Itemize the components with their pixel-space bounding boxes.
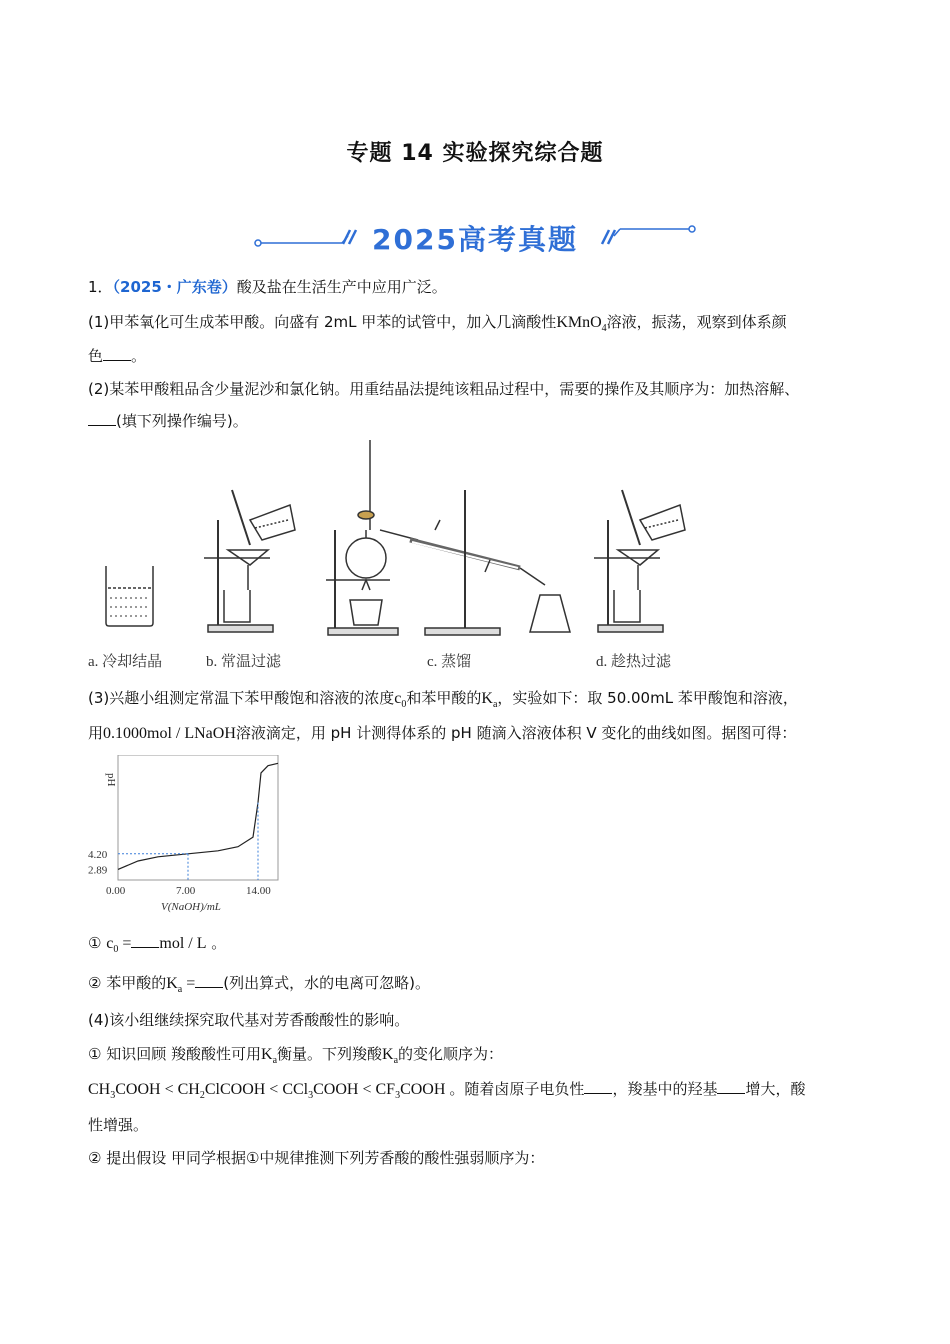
answer-blank[interactable]: [717, 1079, 745, 1094]
question-intro: 酸及盐在生活生产中应用广泛。: [236, 278, 447, 296]
distillation-c: [326, 440, 570, 635]
x-tick-label: 7.00: [176, 885, 196, 897]
part-3-text-3: ，实验如下：取 50.00mL 苯甲酸饱和溶液，: [497, 689, 798, 707]
part-1-line-1: [88, 311, 787, 340]
titration-chart: [86, 755, 286, 915]
part-4-text-b: 衡量。下列羧酸: [277, 1045, 383, 1063]
part-4-text-d2: ，羧基中的羟基: [612, 1080, 718, 1098]
plot-frame: [118, 755, 278, 880]
part-3-line-1: [88, 687, 798, 716]
part-1-line-2: [88, 345, 146, 367]
banner-title: 2025高考真题: [372, 223, 578, 256]
part-4-ka-2-base: K: [382, 1046, 394, 1063]
subq-2-ka: [166, 975, 196, 996]
acid-4-sub: 3: [395, 1090, 401, 1102]
kmno4-sub: 4: [601, 323, 607, 335]
acid-1-end: COOH: [115, 1081, 161, 1098]
part-4-ka-2: [382, 1046, 399, 1067]
less-than-3: <: [362, 1081, 372, 1098]
subq-2-ka-base: K: [166, 975, 178, 992]
answer-blank[interactable]: [88, 411, 116, 426]
acid-1-base: CH: [88, 1081, 111, 1098]
filtration-d: [594, 490, 685, 632]
part-1-text-a: (1)甲苯氧化可生成苯甲酸。向盛有 2mL 甲苯的试管中，加入几滴酸性: [88, 313, 557, 331]
question-1-header: [88, 276, 447, 298]
part-4-text-a: ① 知识回顾 羧酸酸性可用: [88, 1045, 261, 1063]
x-axis-label: V(NaOH)/mL: [161, 901, 221, 913]
subq-1-unit: mol / L: [159, 935, 207, 952]
acid-order-line: [88, 1078, 805, 1107]
ka-base: K: [481, 690, 493, 707]
subq-1-c0: [106, 935, 132, 956]
acid-4-base: CF: [375, 1081, 396, 1098]
part-4-intro: (4)该小组继续探究取代基对芳香酸酸性的影响。: [88, 1011, 410, 1029]
x-tick-label: 0.00: [106, 885, 126, 897]
subq-1-c0-base: c: [106, 935, 114, 952]
subq-2-post: (列出算式，水的电离可忽略)。: [223, 974, 430, 992]
part-4-sub2: ② 提出假设 甲同学根据①中规律推测下列芳香酸的酸性强弱顺序为：: [88, 1149, 545, 1167]
c0-base: c: [394, 690, 402, 707]
ka-symbol: [481, 690, 498, 711]
caption-c: c. 蒸馏: [427, 654, 472, 670]
part-4-ka-1-base: K: [261, 1046, 273, 1063]
subq-1-c0-sub: 0: [113, 944, 119, 956]
part-1-text-d: 。: [131, 347, 147, 365]
part-3-text-4: 用: [88, 724, 104, 742]
less-than-2: <: [269, 1081, 279, 1098]
acid-2-sub: 2: [199, 1090, 205, 1102]
answer-blank[interactable]: [131, 933, 159, 948]
part-2-text-b: (填下列操作编号)。: [116, 412, 248, 430]
x-tick-label: 14.00: [246, 885, 271, 897]
question-number: 1．: [88, 278, 113, 296]
caption-a: a. 冷却结晶: [88, 654, 163, 670]
subq-2-text: ② 苯甲酸的: [88, 974, 167, 992]
caption-b: b. 常温过滤: [206, 654, 282, 670]
beaker-a: [106, 566, 153, 626]
part-4-ka-2-sub: a: [393, 1055, 399, 1067]
acid-2-end: ClCOOH: [204, 1081, 266, 1098]
ka-sub: a: [492, 699, 498, 711]
y-tick-label: 4.20: [88, 848, 108, 861]
part-4-text-d3: 增大，酸: [745, 1080, 806, 1098]
c0-sub: 0: [401, 699, 407, 711]
part-4-text-d1: 。随着卤原子电负性: [449, 1080, 585, 1098]
part-4-text-c: 的变化顺序为：: [398, 1045, 504, 1063]
acid-2-base: CH: [177, 1081, 200, 1098]
part-1-text-c: 色: [88, 347, 104, 365]
acid-3-base: CCl: [282, 1081, 309, 1098]
subq-2: [88, 972, 430, 1001]
answer-blank[interactable]: [195, 973, 223, 988]
question-source: （2025・广东卷）: [112, 278, 237, 296]
acid-formulas: [88, 1081, 449, 1102]
part-1-text-b: 溶液，振荡，观察到体系颜: [606, 313, 787, 331]
page-title: 专题 14 实验探究综合题: [346, 141, 604, 166]
part-4-ka-1-sub: a: [272, 1055, 278, 1067]
subq-1-end: 。: [211, 934, 227, 952]
part-3-line-2: [88, 722, 796, 745]
less-than-1: <: [164, 1081, 174, 1098]
part-3-text-1: (3)兴趣小组测定常温下苯甲酸饱和溶液的浓度: [88, 689, 395, 707]
acid-1-sub: 3: [110, 1090, 116, 1102]
subq-1-eq: =: [122, 935, 132, 952]
subq-2-eq: =: [186, 975, 196, 992]
answer-blank[interactable]: [103, 346, 131, 361]
part-2-line-1: (2)某苯甲酸粗品含少量泥沙和氯化钠。用重结晶法提纯该粗品过程中，需要的操作及其顺序为：加热溶解、: [88, 380, 800, 398]
apparatus-figure: [100, 440, 700, 645]
answer-blank[interactable]: [584, 1079, 612, 1094]
kmno4-base: KMnO: [556, 314, 602, 331]
acid-3-sub: 3: [308, 1090, 314, 1102]
part-3-text-2: 和苯甲酸的: [406, 689, 482, 707]
subq-1: [88, 932, 226, 961]
y-tick-label: 2.89: [88, 864, 108, 877]
part-2-line-2: [88, 410, 248, 432]
part-3-text-5: 溶液滴定，用 pH 计测得体系的 pH 随滴入溶液体积 V 变化的曲线如图。据图可得：: [235, 724, 797, 742]
y-axis-label: pH: [105, 773, 117, 787]
caption-d: d. 趁热过滤: [596, 654, 672, 670]
subq-1-marker: ①: [88, 934, 102, 952]
acid-4-end: COOH: [400, 1081, 446, 1098]
naoh-formula: 0.1000mol / LNaOH: [103, 725, 236, 742]
part-4-sub1-line3: 性增强。: [88, 1116, 149, 1134]
kmno4-formula: [556, 314, 607, 335]
filtration-b: [204, 490, 295, 632]
subq-2-ka-sub: a: [177, 984, 183, 996]
c0-symbol: [394, 690, 407, 711]
part-4-ka-1: [261, 1046, 278, 1067]
acid-3-end: COOH: [313, 1081, 359, 1098]
part-4-sub1-line1: [88, 1043, 503, 1072]
